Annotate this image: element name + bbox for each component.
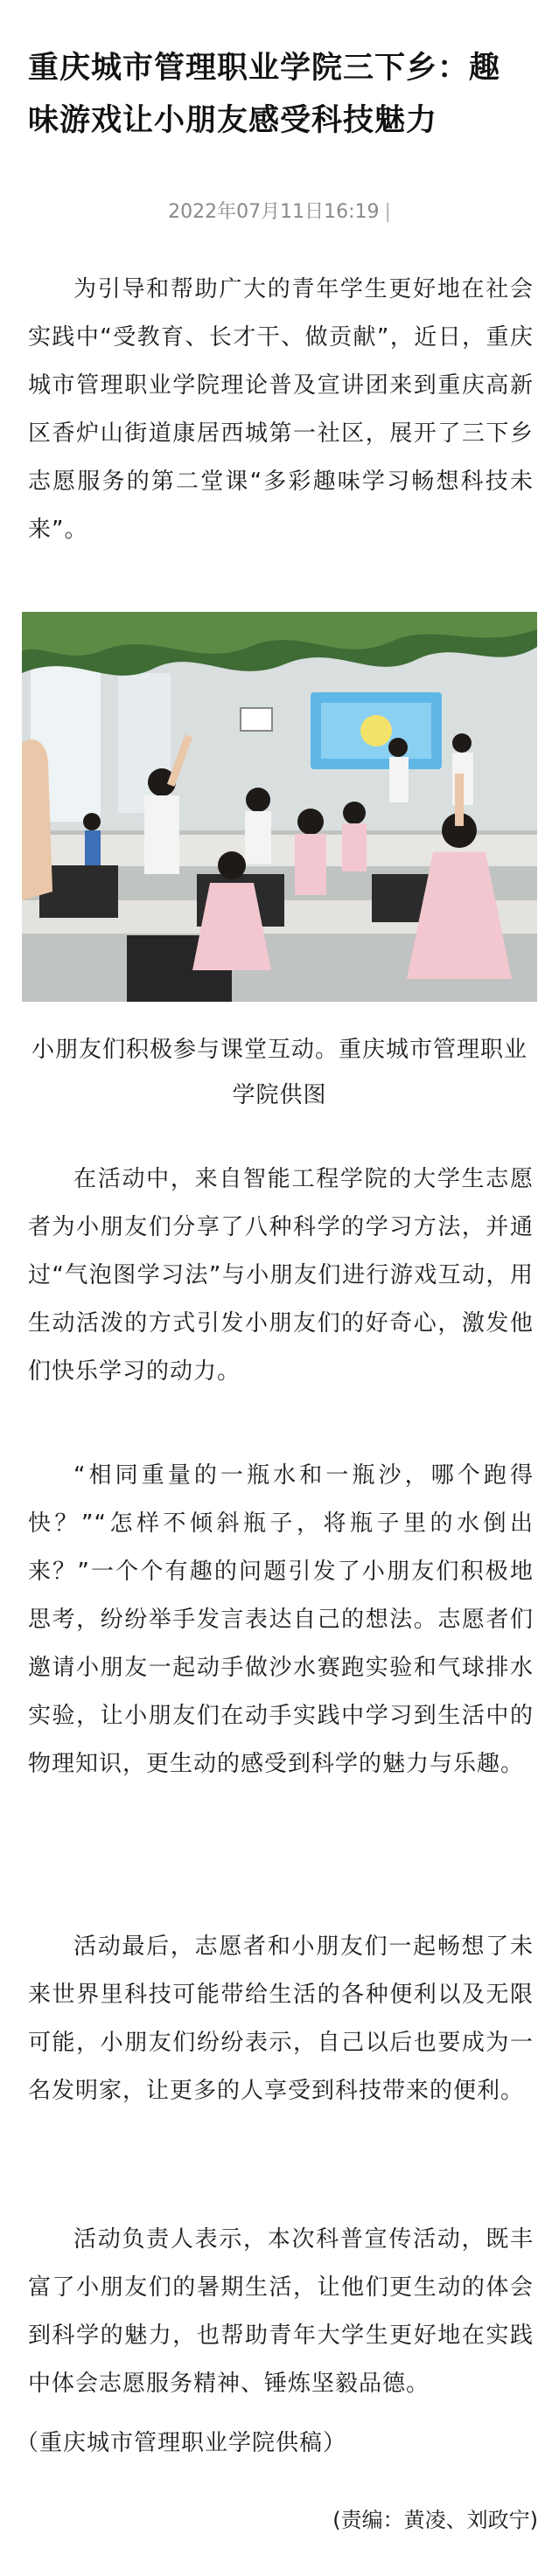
- article-paragraph-4: 活动最后，志愿者和小朋友们一起畅想了未来世界里科技可能带给生活的各种便利以及无限可能，小朋友们纷纷表示，自己以后也要成为一名发明家，让更多的人享受到科技带来的便利。: [28, 1934, 534, 2104]
- meta-separator: |: [384, 201, 391, 223]
- article-meta: [0, 199, 559, 226]
- article-source: （重庆城市管理职业学院供稿）: [16, 2430, 347, 2456]
- article-paragraph-1: 为引导和帮助广大的青年学生更好地在社会实践中“受教育、长才干、做贡献”，近日，重庆城市管理职业学院理论普及宣讲团来到重庆高新区香炉山街道康居西城第一社区，展开了三下乡志愿服务的第二堂课“多彩趣味学习畅想科技未来”。: [28, 276, 534, 543]
- article-paragraph-2: 在活动中，来自智能工程学院的大学生志愿者为小朋友们分享了八种科学的学习方法，并通过“气泡图学习法”与小朋友们进行游戏互动，用生动活泼的方式引发小朋友们的好奇心，激发他们快乐学习的动力。: [28, 1166, 534, 1385]
- article-paragraph-3: “相同重量的一瓶水和一瓶沙，哪个跑得快？”“怎样不倾斜瓶子，将瓶子里的水倒出来？”一个个有趣的问题引发了小朋友们积极地思考，纷纷举手发言表达自己的想法。志愿者们邀请小朋友一起动手做沙水赛跑实验和气球排水实验，让小朋友们在动手实践中学习到生活中的物理知识，更生动的感受到科学的魅力与乐趣。: [28, 1462, 534, 1777]
- classroom-photo-illustration: [22, 612, 537, 1002]
- photo-caption: 小朋友们积极参与课堂互动。重庆城市管理职业学院供图: [31, 1037, 528, 1108]
- classroom-photo: [22, 612, 537, 1002]
- article-title: 重庆城市管理职业学院三下乡：趣味游戏让小朋友感受科技魅力: [28, 51, 501, 138]
- publish-date: 2022年07月11日16:19: [168, 201, 380, 223]
- article-editor: (责编：黄凌、刘政宁): [332, 2508, 538, 2532]
- article-paragraph-5: 活动负责人表示，本次科普宣传活动，既丰富了小朋友们的暑期生活，让他们更生动的体会到科学的魅力，也帮助青年大学生更好地在实践中体会志愿服务精神、锤炼坚毅品德。: [28, 2226, 534, 2397]
